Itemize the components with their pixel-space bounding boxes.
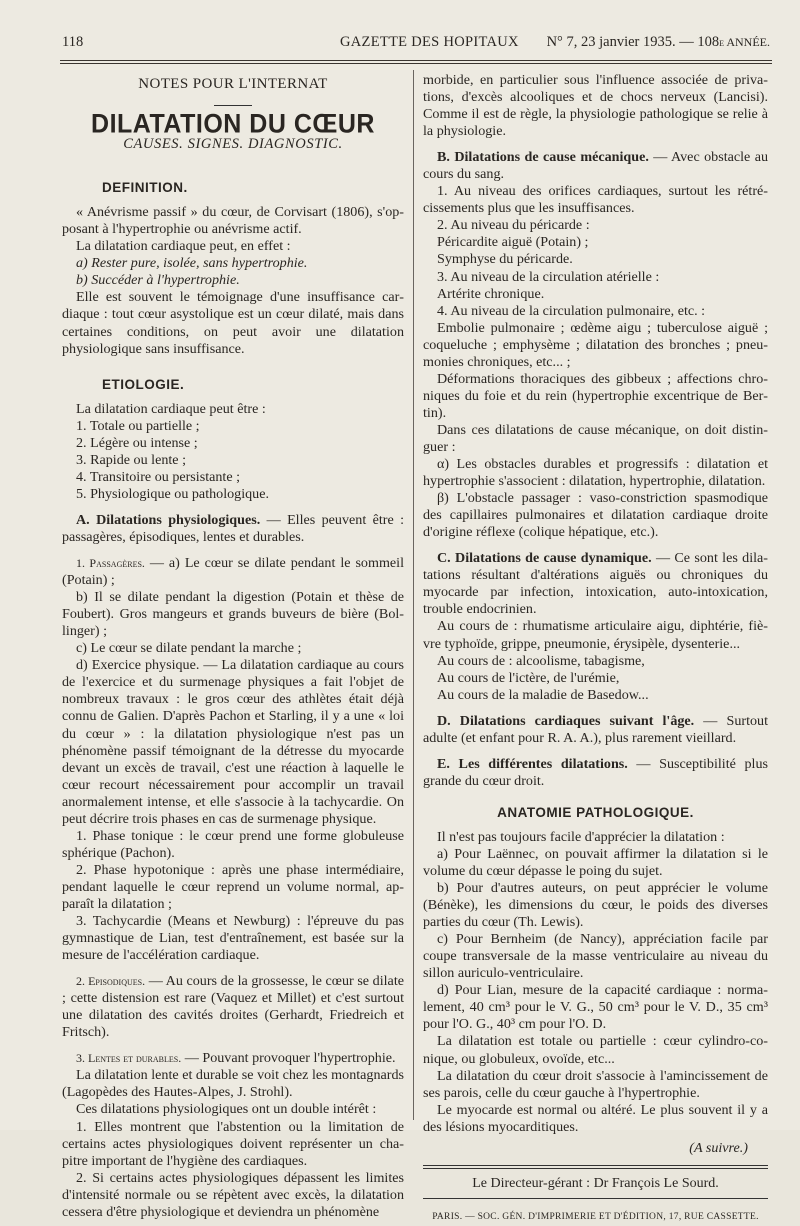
- title-divider: [214, 105, 252, 106]
- paragraph: 3. Tachycardie (Means et Newburg) : l'épreuve du pas gymnastique de Lian, test d'entraînement, est basée sur la mesure de l'accélération cardiaque.: [62, 913, 404, 964]
- paragraph: C. Dilatations de cause dynamique. — Ce sont les dilatations résultant d'altérations aiguës ou chroniques du myocarde par infection, intoxication, auto-intoxication, trouble endocrinien.: [423, 550, 768, 618]
- to-be-continued: (A suivre.): [689, 1139, 748, 1156]
- paragraph: Elle est souvent le témoignage d'une insuffisance cardiaque : tout cœur asystolique est un cœur dilaté, mais dans certaines conditions, on peut avoir une dilatation physiologique sans insuffisance.: [62, 289, 404, 357]
- column-separator: [413, 70, 414, 1120]
- paragraph: 2. Phase hypotonique : après une phase intermédiaire, pendant laquelle le cœur reprend un volume normal, apparaît la dilatation ;: [62, 861, 404, 912]
- paragraph: c) Pour Bernheim (de Nancy), appréciation facile par coupe transversale de la masse ventriculaire au niveau du sillon auriculo-ventriculaire.: [423, 931, 768, 982]
- paragraph: a) Pour Laënnec, on pouvait affirmer la dilatation si le volume du cœur dépasse le poing du sujet.: [423, 845, 768, 880]
- header-rule-2: [60, 63, 772, 64]
- footer-rule-2: [423, 1168, 768, 1169]
- paragraph: La dilatation du cœur droit s'associe à l'amincissement de ses parois, celle du cœur gauche à l'hypertrophie.: [423, 1067, 768, 1101]
- imprint-line: PARIS. — SOC. GÉN. D'IMPRIMERIE ET D'ÉDITION, 17, RUE CASSETTE.: [432, 1211, 759, 1222]
- article-title: DILATATION DU CŒUR: [91, 108, 375, 140]
- paragraph: 1. Phase tonique : le cœur prend une forme globuleuse sphérique (Pachon).: [62, 827, 404, 861]
- paragraph: Il n'est pas toujours facile d'apprécier la dilatation :: [437, 828, 725, 845]
- paragraph: Au cours de : rhumatisme articulaire aigu, diphtérie, fièvre typhoïde, grippe, pneumonie, érysipèle, dysenterie...: [423, 618, 768, 652]
- paragraph: A. Dilatations physiologiques. — Elles peuvent être : passagères, épisodiques, lentes et durables.: [62, 511, 404, 545]
- paragraph: morbide, en particulier sous l'influence associée de privations, d'excès alcooliques et de chocs nerveux (Lancisi). Comme il est de règle, la physiologie pathologique se relie à la physiologie.: [423, 72, 768, 140]
- paragraph: La dilatation cardiaque peut être :: [76, 400, 266, 417]
- paragraph: b) Succéder à l'hypertrophie.: [76, 272, 240, 289]
- page-header: [62, 34, 770, 60]
- paragraph: Embolie pulmonaire ; œdème aigu ; tuberculose aiguë ; coqueluche ; emphysème ; dilatation des bronches ; pneumonies chroniques, etc... ;: [423, 319, 768, 370]
- paragraph: d) Exercice physique. — La dilatation cardiaque au cours de l'exercice et du surmenage physiques a fait l'objet de nombreux travaux : le gros cœur des athlètes était déjà connu de Galien. D'après Pachon et Starling, il y a une « loi du cœur » : la dilatation physiologique n'est pas un phénomène passif témoignant de la détresse du myocarde devant un excès de travail, c'est une réaction à laquelle le cœur recourt nécessairement pour accomplir un travail anormalement intense, et elle s'associe à la tachycardie. On peut décrire trois phases en cas de surmenage physique.: [62, 657, 404, 827]
- paragraph: b) Il se dilate pendant la digestion (Potain et thèse de Foubert). Gros mangeurs et grands buveurs de bière (Bollinger) ;: [62, 589, 404, 640]
- issue-info: N° 7, 23 janvier 1935. — 108e ANNÉE.: [546, 34, 770, 50]
- paragraph: c) Le cœur se dilate pendant la marche ;: [76, 640, 302, 657]
- article-kicker: NOTES POUR L'INTERNAT: [138, 76, 328, 92]
- paragraph: Péricardite aiguë (Potain) ;: [437, 234, 589, 251]
- paragraph: 2. Si certains actes physiologiques dépassent les limites d'intensité normale ou se répètent avec excès, la dilatation cessera d'être physiologique et deviendra un phénomène: [62, 1169, 404, 1220]
- footer-rule: [423, 1165, 768, 1166]
- section-definition: DEFINITION.: [102, 180, 188, 196]
- paragraph: D. Dilatations cardiaques suivant l'âge. — Surtout adulte (et enfant pour R. A. A.), plus rarement vieillard.: [423, 712, 768, 746]
- list-item: 4. Transitoire ou persistante ;: [76, 468, 241, 485]
- page-number: 118: [62, 34, 84, 50]
- paragraph: a) Rester pure, isolée, sans hypertrophie.: [76, 255, 308, 272]
- paragraph: Symphyse du péricarde.: [437, 251, 573, 268]
- paragraph: Dans ces dilatations de cause mécanique, on doit distinguer :: [423, 421, 768, 455]
- list-item: 2. Légère ou intense ;: [76, 434, 198, 451]
- paragraph: 1. Passagères. — a) Le cœur se dilate pendant le sommeil (Potain) ;: [62, 555, 404, 589]
- paragraph: Au cours de : alcoolisme, tabagisme,: [437, 652, 645, 669]
- paragraph: Ces dilatations physiologiques ont un double intérêt :: [76, 1101, 377, 1118]
- paragraph: E. Les différentes dilatations. — Susceptibilité plus grande du cœur droit.: [423, 755, 768, 789]
- paragraph: B. Dilatations de cause mécanique. — Avec obstacle au cours du sang.: [423, 149, 769, 183]
- paragraph: Artérite chronique.: [437, 285, 545, 302]
- paragraph: 1. Elles montrent que l'abstention ou la limitation de certains actes physiologiques doivent représenter un chapitre important de l'hygiène des cardiaques.: [62, 1118, 404, 1169]
- section-anatomie: ANATOMIE PATHOLOGIQUE.: [497, 804, 694, 820]
- paragraph: β) L'obstacle passager : vaso-constriction spasmodique des capillaires pulmonaires et dilatation cardiaque droite d'origine réflexe (colique hépatique, etc.).: [423, 490, 768, 541]
- section-etiologie: ETIOLOGIE.: [102, 376, 185, 392]
- footer-rule-3: [423, 1198, 768, 1199]
- list-item: 3. Rapide ou lente ;: [76, 451, 186, 468]
- list-item: 5. Physiologique ou pathologique.: [76, 485, 269, 502]
- paragraph: La dilatation est totale ou partielle : cœur cylindro-conique, ou globuleux, ovoïde, etc...: [423, 1033, 768, 1067]
- paragraph: 4. Au niveau de la circulation pulmonaire, etc. :: [437, 302, 706, 319]
- paragraph: La dilatation cardiaque peut, en effet :: [76, 238, 291, 255]
- paragraph: La dilatation lente et durable se voit chez les montagnards (Lagopèdes des Hautes-Alpes, J. Strohl).: [62, 1067, 404, 1101]
- article-subtitle: CAUSES. SIGNES. DIAGNOSTIC.: [123, 136, 343, 153]
- paragraph: 3. Lentes et durables. — Pouvant provoquer l'hypertrophie.: [76, 1050, 396, 1067]
- paragraph: « Anévrisme passif » du cœur, de Corvisart (1806), s'opposant à l'hypertrophie ou anévrisme actif.: [62, 204, 404, 238]
- right-column: [423, 72, 768, 1226]
- paragraph: 2. Au niveau du péricarde :: [437, 217, 590, 234]
- left-column: [62, 72, 404, 1221]
- paragraph: Le myocarde est normal ou altéré. Le plus souvent il y a des lésions myocarditiques.: [423, 1101, 768, 1135]
- paragraph: Déformations thoraciques des gibbeux ; affections chroniques du foie et du rein (hypertrophie excentrique de Bertin).: [423, 370, 768, 421]
- director-line: Le Directeur-gérant : Dr François Le Sourd.: [472, 1175, 719, 1191]
- paragraph: 3. Au niveau de la circulation atérielle :: [437, 268, 660, 285]
- paragraph: b) Pour d'autres auteurs, on peut apprécier le volume (Bénèke), les dimensions du cœur, le poids des diverses parties du cœur (Th. Lewis).: [423, 880, 768, 931]
- paragraph: 2. Episodiques. — Au cours de la grossesse, le cœur se dilate ; cette distension est rare (Vaquez et Millet) et c'est surtout une dilatation des cavités droites (Gerhardt, Friedreich et Fritsch).: [62, 973, 404, 1041]
- paragraph: Au cours de l'ictère, de l'urémie,: [437, 669, 620, 686]
- header-rule: [60, 60, 772, 61]
- paragraph: α) Les obstacles durables et progressifs : dilatation et hypertrophie s'associent : dilatation, hypertrophie, dilatation.: [423, 456, 768, 490]
- list-item: 1. Totale ou partielle ;: [76, 417, 200, 434]
- paragraph: 1. Au niveau des orifices cardiaques, surtout les rétrécissements plus que les insuffisances.: [423, 183, 768, 217]
- paragraph: d) Pour Lian, mesure de la capacité cardiaque : normalement, 40 cm³ pour le V. G., 50 cm³ pour le V. D., 35 cm³ pour l'O. G., 40³ cm pour l'O. D.: [423, 982, 768, 1033]
- journal-name: GAZETTE DES HOPITAUX: [340, 34, 519, 50]
- paragraph: Au cours de la maladie de Basedow...: [437, 686, 649, 703]
